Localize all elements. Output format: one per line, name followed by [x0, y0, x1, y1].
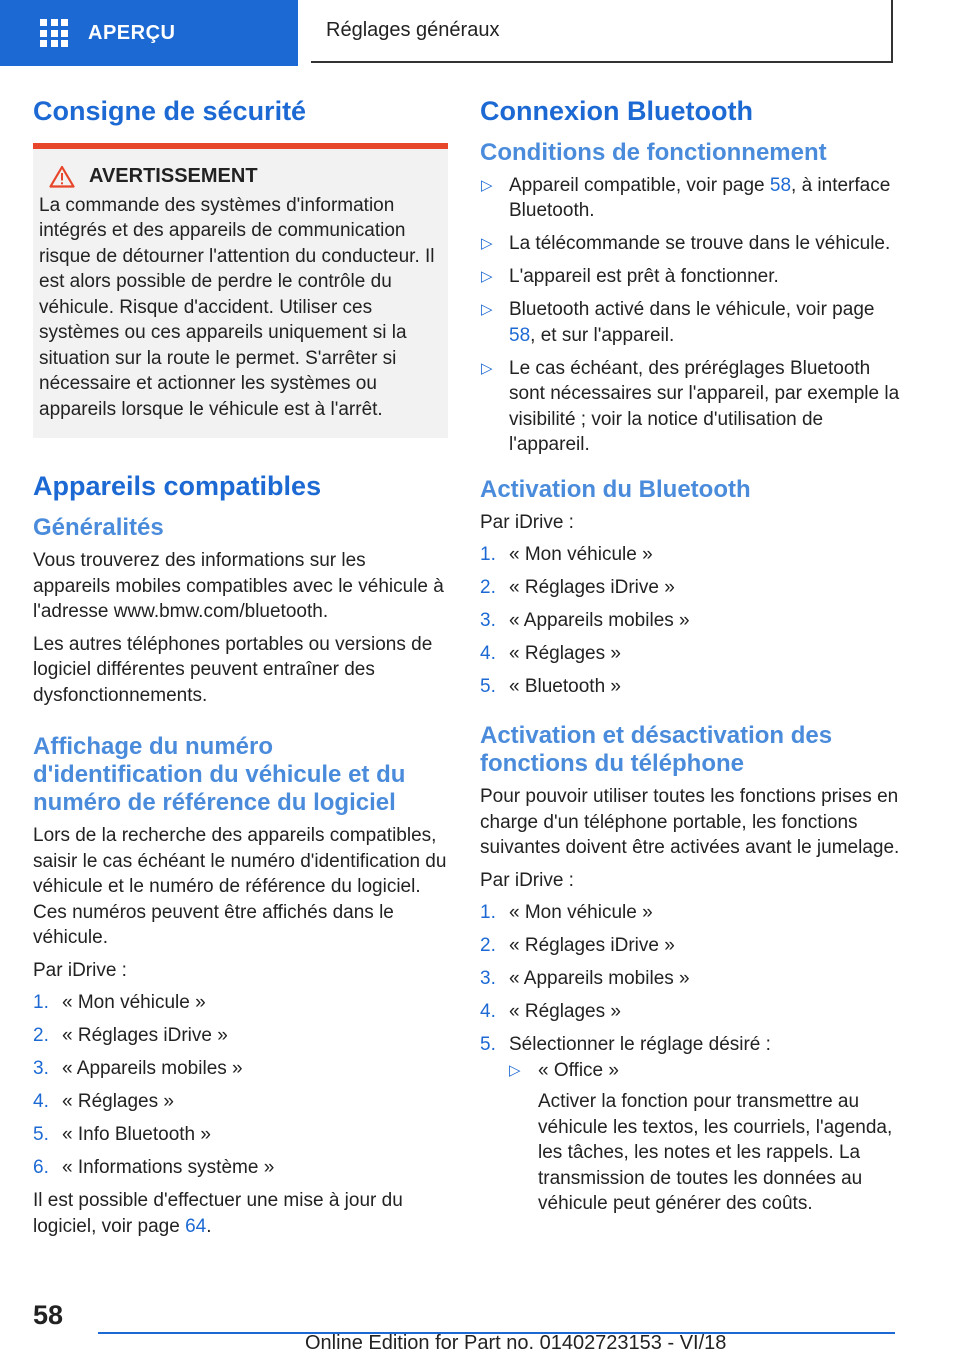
heading-general: Généralités [33, 514, 164, 541]
step-number: 2. [33, 1025, 49, 1047]
step-number: 5. [480, 676, 496, 698]
conditions-list [480, 173, 900, 458]
general-paragraph-2: Les autres téléphones portables ou versions de logiciel différentes peuvent entraîner des dysfonctionnements. [33, 633, 433, 706]
list-item [33, 1023, 448, 1049]
list-item [480, 999, 900, 1025]
page-link-58[interactable]: 58 [769, 174, 792, 196]
step-number: 4. [33, 1091, 49, 1113]
condition-text: L'appareil est prêt à fonctionner. [509, 266, 779, 288]
list-item [480, 356, 900, 458]
activation-steps-list [480, 542, 900, 700]
list-item [480, 231, 900, 257]
vin-steps-list [33, 990, 448, 1181]
step-text: « Informations système » [62, 1157, 275, 1179]
step-number: 1. [480, 902, 496, 924]
triangle-bullet-icon: ▷ [481, 268, 493, 286]
section-title [311, 0, 893, 63]
triangle-bullet-icon: ▷ [481, 359, 493, 377]
condition-text: La télécommande se trouve dans le véhicule. [509, 233, 891, 255]
office-sublist [509, 1058, 900, 1217]
list-item [480, 173, 900, 224]
heading-safety: Consigne de sécurité [33, 96, 307, 126]
step-text: Sélectionner le réglage désiré : [509, 1034, 771, 1056]
update-paragraph [33, 1188, 448, 1239]
list-item [509, 1058, 900, 1217]
list-item [33, 1056, 448, 1082]
condition-text: , et sur l'appareil. [530, 324, 675, 346]
section-title-text: Réglages généraux [326, 19, 500, 41]
condition-text: , à interface Bluetooth. [509, 174, 891, 222]
list-item [480, 641, 900, 667]
page-link-64[interactable]: 64 [185, 1215, 207, 1237]
left-column [33, 95, 448, 1246]
office-description: Activer la fonction pour transmettre au véhicule les textos, les courriels, l'agenda, les tâches, les notes et les rappels. La transmission de toutes les données au véhicule peut générer des coûts. [538, 1091, 893, 1215]
page-number: 58 [33, 1300, 64, 1330]
step-text: « Appareils mobiles » [509, 968, 690, 990]
step-number: 5. [480, 1034, 496, 1056]
step-number: 1. [33, 992, 49, 1014]
step-number: 1. [480, 544, 496, 566]
phone-paragraph: Pour pouvoir utiliser toutes les fonctions prises en charge d'un téléphone portable, les fonctions suivantes doivent être activées avant le jumelage. [480, 786, 900, 859]
step-number: 3. [480, 610, 496, 632]
list-item [480, 900, 900, 926]
triangle-bullet-icon: ▷ [481, 301, 493, 319]
step-text: « Mon véhicule » [509, 902, 653, 924]
triangle-bullet-icon: ▷ [509, 1061, 521, 1079]
heading-compatible-devices: Appareils compatibles [33, 471, 322, 502]
list-item [480, 674, 900, 700]
triangle-bullet-icon: ▷ [481, 235, 493, 253]
page-link-58[interactable]: 58 [509, 324, 531, 346]
list-item [480, 608, 900, 634]
step-number: 2. [480, 577, 496, 599]
list-item [480, 575, 900, 601]
warning-icon [49, 165, 75, 188]
step-text: « Bluetooth » [509, 676, 621, 698]
step-text: « Appareils mobiles » [509, 610, 690, 632]
general-paragraph-1: Vous trouverez des informations sur les appareils mobiles compatibles avec le véhicule à l'adresse www.bmw.com/bluetooth. [33, 550, 444, 623]
step-text: « Réglages » [509, 1001, 621, 1023]
step-number: 4. [480, 643, 496, 665]
step-text: « Mon véhicule » [509, 544, 653, 566]
step-text: « Appareils mobiles » [62, 1058, 243, 1080]
warning-box [33, 143, 448, 439]
condition-text: Le cas échéant, des préréglages Bluetooth sont nécessaires sur l'appareil, par exemple la visibilité ; voir la notice d'utilisation de l'appareil. [509, 357, 900, 456]
warning-title [49, 165, 440, 188]
heading-vin-display: Affichage du numéro d'identification du véhicule et du numéro de référence du logiciel [33, 733, 406, 817]
heading-bluetooth-connection: Connexion Bluetooth [480, 96, 753, 126]
grid-menu-icon [40, 19, 68, 47]
overview-tab[interactable] [0, 0, 298, 66]
step-text: « Mon véhicule » [62, 992, 206, 1014]
footer-edition: Online Edition for Part no. 01402723153 - VI/18 [305, 1332, 727, 1354]
step-text: « Réglages iDrive » [509, 577, 675, 599]
heading-bluetooth-activation: Activation du Bluetooth [480, 475, 751, 503]
list-item [33, 1089, 448, 1115]
phone-steps-list [480, 900, 900, 1217]
idrive-label: Par iDrive : [480, 511, 574, 533]
condition-text: Bluetooth activé dans le véhicule, voir page [509, 299, 875, 321]
list-item [480, 264, 900, 290]
update-end: . [206, 1215, 212, 1237]
step-text: « Réglages iDrive » [509, 935, 675, 957]
step-text: « Info Bluetooth » [62, 1124, 211, 1146]
heading-phone-functions: Activation et désactivation des fonctions du téléphone [480, 721, 833, 777]
step-number: 6. [33, 1157, 49, 1179]
list-item [480, 966, 900, 992]
right-column [480, 95, 900, 1224]
list-item [480, 933, 900, 959]
top-bar [0, 0, 960, 66]
heading-conditions: Conditions de fonctionnement [480, 138, 827, 166]
triangle-bullet-icon: ▷ [481, 176, 493, 194]
list-item [480, 542, 900, 568]
overview-label: APERÇU [88, 21, 176, 44]
step-number: 2. [480, 935, 496, 957]
step-number: 4. [480, 1001, 496, 1023]
update-text: Il est possible d'effectuer une mise à jour du logiciel, voir page [33, 1190, 403, 1237]
warning-title-text: AVERTISSEMENT [89, 164, 258, 187]
step-text: « Réglages iDrive » [62, 1025, 228, 1047]
list-item [480, 1032, 900, 1217]
step-number: 3. [33, 1058, 49, 1080]
list-item [33, 1122, 448, 1148]
list-item [33, 1155, 448, 1181]
list-item [33, 990, 448, 1016]
warning-text: La commande des systèmes d'information intégrés et des appareils de communication risque de détourner l'attention du conducteur. Il est alors possible de perdre le contrôle du véhicule. Risque d'accident. Utiliser ces systèmes ou ces appareils uniquement si la situation sur la route le permet. S'arrêter si nécessaire et actionner les systèmes ou appareils lorsque le véhicule est à l'arrêt. [39, 194, 435, 420]
step-text: « Réglages » [509, 643, 621, 665]
step-number: 5. [33, 1124, 49, 1146]
vin-paragraph: Lors de la recherche des appareils compatibles, saisir le cas échéant le numéro d'identification du véhicule et le numéro de référence du logiciel. Ces numéros peuvent être affichés dans le véhicule. [33, 825, 447, 949]
idrive-label: Par iDrive : [480, 869, 574, 891]
list-item [480, 297, 900, 348]
step-number: 3. [480, 968, 496, 990]
idrive-label: Par iDrive : [33, 959, 127, 981]
office-label: « Office » [538, 1059, 619, 1081]
condition-text: Appareil compatible, voir page [509, 174, 765, 196]
step-text: « Réglages » [62, 1091, 174, 1113]
